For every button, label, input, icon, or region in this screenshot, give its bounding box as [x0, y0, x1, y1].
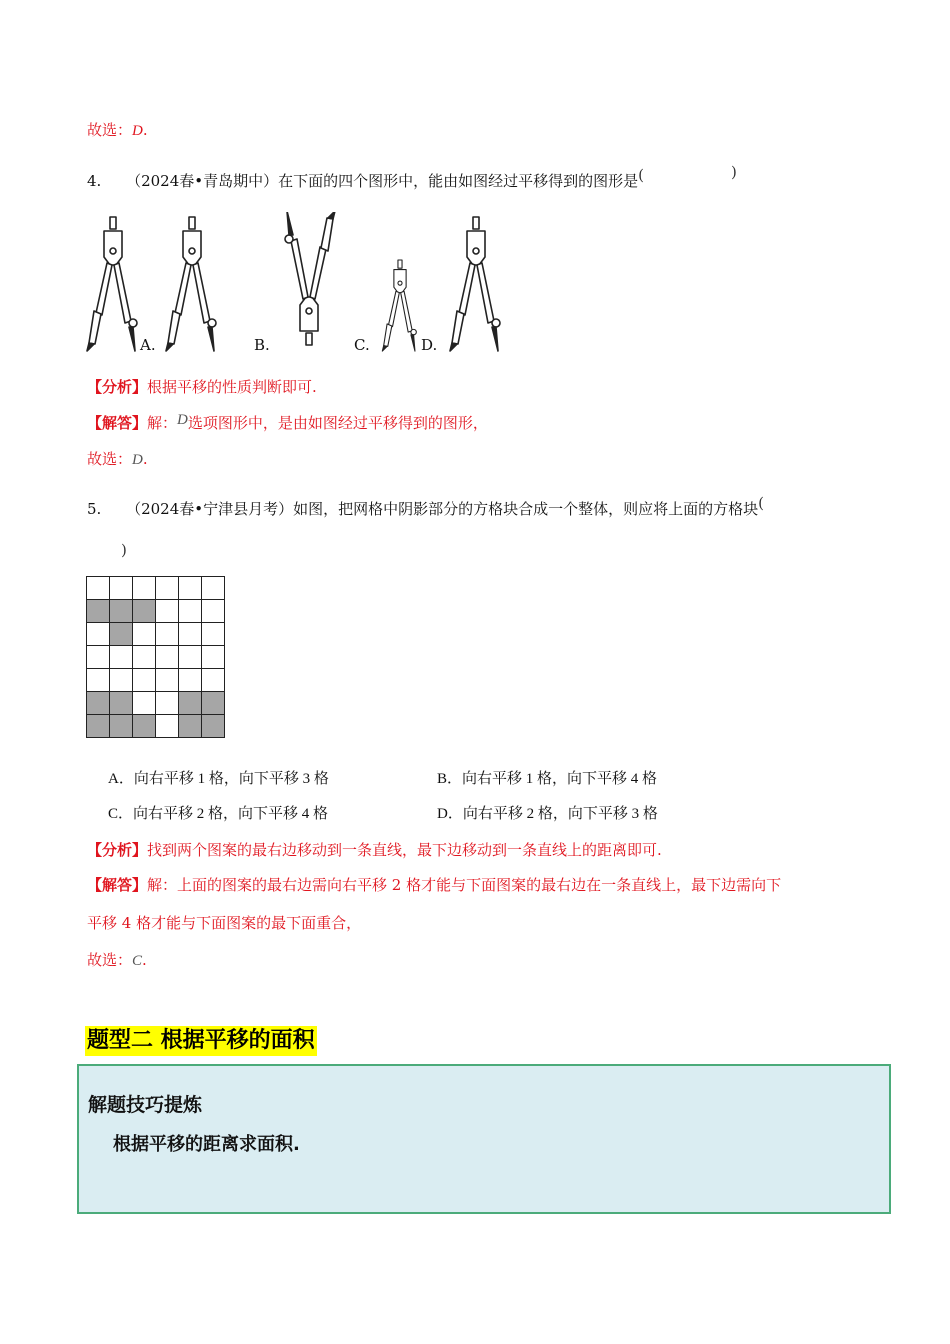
q5-source: （2024春•宁津县月考） — [126, 500, 294, 518]
solution-line-2: 平移 4 格才能与下面图案的最下面重合， — [87, 914, 362, 932]
compass-option-d — [450, 217, 500, 351]
grid-cell-shaded — [179, 715, 202, 738]
grid-cell — [133, 577, 156, 600]
grid-cell-shaded — [179, 692, 202, 715]
grid-row — [87, 715, 225, 738]
grid-row — [87, 623, 225, 646]
figure-label-c: C. — [354, 336, 370, 354]
grid-cell — [202, 623, 225, 646]
q4-paren-close: ) — [731, 163, 737, 181]
grid-cell-shaded — [110, 715, 133, 738]
option-b: B．向右平移 1 格，向下平移 4 格 — [437, 771, 658, 787]
answer-suffix: . — [142, 951, 147, 969]
analysis-tag: 【分析】 — [87, 841, 148, 859]
solution-tag: 【解答】 — [87, 876, 148, 894]
grid-cell — [179, 600, 202, 623]
grid-cell — [87, 669, 110, 692]
grid-cell-shaded — [133, 715, 156, 738]
answer-prefix: 故选： — [87, 951, 133, 969]
grid-row — [87, 646, 225, 669]
q4-stem — [87, 166, 644, 191]
grid-cell — [133, 669, 156, 692]
grid-cell — [133, 692, 156, 715]
grid-cell — [179, 646, 202, 669]
grid-cell — [179, 577, 202, 600]
option-c: C．向右平移 2 格，向下平移 4 格 — [108, 806, 329, 822]
solution-tag: 【解答】 — [87, 414, 148, 432]
grid-row — [87, 669, 225, 692]
grid-cell-shaded — [87, 692, 110, 715]
q5-number: 5. — [87, 500, 102, 518]
q4-compass-figures — [80, 212, 520, 354]
figure-label-b: B. — [254, 336, 270, 354]
answer-choice: D — [132, 452, 143, 468]
q4-source: （2024春•青岛期中） — [126, 172, 279, 190]
answer-suffix: . — [142, 450, 148, 468]
figure-label-a: A. — [140, 336, 156, 354]
solution-prefix: 解： — [147, 414, 178, 432]
grid-cell — [156, 692, 179, 715]
analysis-tag: 【分析】 — [87, 378, 148, 396]
answer-suffix: . — [142, 121, 148, 139]
grid-cell — [156, 669, 179, 692]
tip-box — [77, 1064, 891, 1214]
grid-cell-shaded — [110, 692, 133, 715]
grid-cell — [110, 669, 133, 692]
q5-text: 如图，把网格中阴影部分的方格块合成一个整体，则应将上面的方格块 — [293, 500, 759, 518]
tip-body: 根据平移的距离求面积. — [113, 1134, 300, 1155]
grid-cell — [202, 600, 225, 623]
q4-text: 在下面的四个图形中，能由如图经过平移得到的图形是 — [278, 172, 639, 190]
answer-prefix: 故选： — [87, 121, 133, 139]
q5-stem — [87, 494, 764, 519]
grid-cell — [202, 646, 225, 669]
grid-cell — [179, 623, 202, 646]
grid-cell-shaded — [87, 715, 110, 738]
compass-option-a — [166, 217, 216, 351]
answer-choice: C — [132, 953, 143, 969]
figure-label-d: D. — [421, 336, 438, 354]
analysis-text: 找到两个图案的最右边移动到一条直线，最下边移动到一条直线上的距离即可. — [147, 841, 662, 859]
q4-answer — [87, 448, 148, 469]
q5-solution — [87, 874, 781, 895]
q4-analysis — [87, 376, 317, 397]
grid-cell — [87, 577, 110, 600]
grid-cell — [156, 600, 179, 623]
grid-cell — [87, 623, 110, 646]
prev-answer — [87, 119, 148, 140]
q5-analysis — [87, 839, 662, 860]
answer-prefix: 故选： — [87, 450, 133, 468]
grid-row — [87, 600, 225, 623]
solution-text: 选项图形中，是由如图经过平移得到的图形， — [187, 414, 488, 432]
grid-cell — [156, 646, 179, 669]
grid-cell — [156, 715, 179, 738]
solution-line-1: 解：上面的图案的最右边需向右平移 2 格才能与下面图案的最右边在一条直线上，最下边需向下 — [147, 876, 782, 894]
grid-cell-shaded — [110, 600, 133, 623]
q4-number: 4. — [87, 172, 102, 190]
q4-paren-open: ( — [638, 166, 644, 184]
grid-cell-shaded — [202, 715, 225, 738]
solution-choice: D — [177, 412, 188, 428]
grid-cell — [110, 646, 133, 669]
grid-cell-shaded — [202, 692, 225, 715]
grid-row — [87, 577, 225, 600]
grid-cell — [156, 577, 179, 600]
tip-title: 解题技巧提炼 — [88, 1094, 203, 1116]
q5-grid — [86, 576, 225, 738]
analysis-text: 根据平移的性质判断即可. — [147, 378, 317, 396]
grid-cell — [87, 646, 110, 669]
answer-choice: D — [132, 123, 143, 139]
grid-cell-shaded — [110, 623, 133, 646]
grid-cell — [110, 577, 133, 600]
grid-cell — [133, 623, 156, 646]
grid-cell-shaded — [87, 600, 110, 623]
grid-row — [87, 692, 225, 715]
option-d: D．向右平移 2 格，向下平移 3 格 — [437, 806, 658, 822]
grid-cell — [202, 577, 225, 600]
grid-cell — [133, 646, 156, 669]
q5-paren-open: ( — [758, 494, 764, 512]
q5-paren-close: ) — [121, 541, 127, 559]
section-title: 题型二 根据平移的面积 — [85, 1026, 317, 1056]
grid-cell-shaded — [133, 600, 156, 623]
compass-original — [87, 217, 137, 351]
grid-cell — [179, 669, 202, 692]
q4-solution — [87, 412, 488, 433]
grid-cell — [156, 623, 179, 646]
grid-cell — [202, 669, 225, 692]
option-a: A．向右平移 1 格，向下平移 3 格 — [108, 771, 329, 787]
q5-answer — [87, 949, 147, 970]
compass-option-b — [285, 212, 335, 345]
compass-option-c — [382, 260, 416, 351]
